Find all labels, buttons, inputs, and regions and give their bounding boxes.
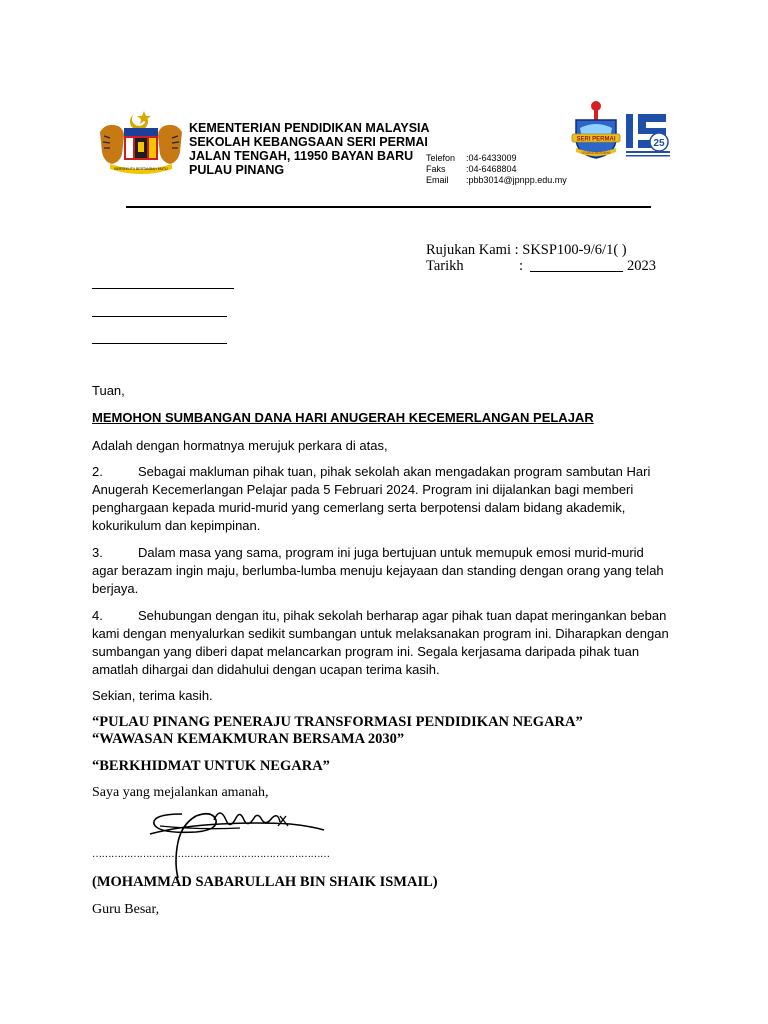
school-name: SEKOLAH KEBANGSAAN SERI PERMAI	[189, 135, 428, 149]
paragraph-3	[92, 544, 670, 598]
paragraph-2-text: Sebagai makluman pihak tuan, pihak sekolah akan mengadakan program sambutan Hari Anugerah Kecemerlangan Pelajar pada 5 Februari 2024. Program ini dijalankan bagi memberi penghargaan kepada murid-murid yang cemerlang serta berpotensi dalam bidang akademik, kokurikulum dan kepimpinan.	[92, 464, 651, 533]
trust-line: Saya yang mejalankan amanah,	[92, 785, 269, 800]
iso-number-text: 25	[653, 138, 665, 149]
phone-label: Telefon	[426, 153, 456, 163]
signatory-name: (MOHAMMAD SABARULLAH BIN SHAIK ISMAIL)	[92, 874, 438, 890]
fax-label: Faks	[426, 164, 446, 174]
salutation: Tuan,	[92, 383, 125, 398]
date-blank	[530, 271, 623, 272]
header-divider	[126, 206, 651, 208]
opening-line: Adalah dengan hormatnya merujuk perkara di atas,	[92, 438, 388, 453]
letter-subject: MEMOHON SUMBANGAN DANA HARI ANUGERAH KECEMERLANGAN PELAJAR	[92, 410, 594, 425]
date-year: 2023	[627, 258, 656, 274]
malaysia-crest-icon	[96, 108, 186, 174]
reference-value: : SKSP100-9/6/1( )	[514, 242, 627, 258]
paragraph-3-number: 3.	[92, 545, 103, 560]
date-label: Tarikh	[426, 258, 464, 274]
date-line	[426, 258, 464, 275]
signatory-title: Guru Besar,	[92, 902, 160, 917]
paragraph-3-text: Dalam masa yang sama, program ini juga bertujuan untuk memupuk emosi murid-murid agar berazam ingin maju, berlumba-lumba menuju kejayaan dan standing dengan orang yang telah berjaya.	[92, 545, 664, 596]
ministry-name: KEMENTERIAN PENDIDIKAN MALAYSIA	[189, 121, 430, 135]
email-label: Email	[426, 175, 449, 185]
reference-label: Rujukan Kami	[426, 242, 511, 258]
paragraph-4-number: 4.	[92, 608, 103, 623]
school-ribbon-text: SERI PERMAI	[576, 136, 616, 143]
paragraph-4	[92, 607, 670, 679]
closing-line: Sekian, terima kasih.	[92, 688, 213, 703]
recipient-line-2	[92, 316, 227, 317]
recipient-line-1	[92, 288, 234, 289]
recipient-line-3	[92, 343, 227, 344]
date-colon: :	[519, 258, 524, 274]
paragraph-2	[92, 463, 670, 535]
paragraph-4-text: Sehubungan dengan itu, pihak sekolah berharap agar pihak tuan dapat meringankan beban kami dengan menyalurkan sedikit sumbangan untuk melaksanakan program ini. Diharapkan dengan sumbangan yang diberi dapat melancarkan program ini. Segala kerjasama daripada pihak tuan amatlah dihargai dan didahului dengan ucapan terima kasih.	[92, 608, 669, 677]
school-motto-text: USAHA BERJAYA	[581, 151, 611, 155]
motto-line-2: “WAWASAN KEMAKMURAN BERSAMA 2030”	[92, 731, 405, 747]
fax-number: :04-6468804	[466, 164, 517, 174]
phone-number: :04-6433009	[466, 153, 517, 163]
crest-motto-text: BERSEKUTU BERTAMBAH MUTU	[114, 167, 168, 171]
motto-line-1: “PULAU PINANG PENERAJU TRANSFORMASI PENDIDIKAN NEGARA”	[92, 714, 583, 730]
paragraph-2-number: 2.	[92, 464, 103, 479]
signature-icon	[130, 788, 330, 880]
email-address: :pbb3014@jpnpp.edu.my	[466, 175, 567, 185]
school-address: JALAN TENGAH, 11950 BAYAN BARU	[189, 149, 414, 163]
school-state: PULAU PINANG	[189, 163, 285, 177]
school-logo-icon	[570, 98, 622, 160]
signature-dots: …………………………………………………………………	[92, 849, 330, 860]
iso-logo-icon	[624, 108, 672, 160]
reference-line	[426, 242, 627, 259]
motto-line-3: “BERKHIDMAT UNTUK NEGARA”	[92, 758, 330, 774]
